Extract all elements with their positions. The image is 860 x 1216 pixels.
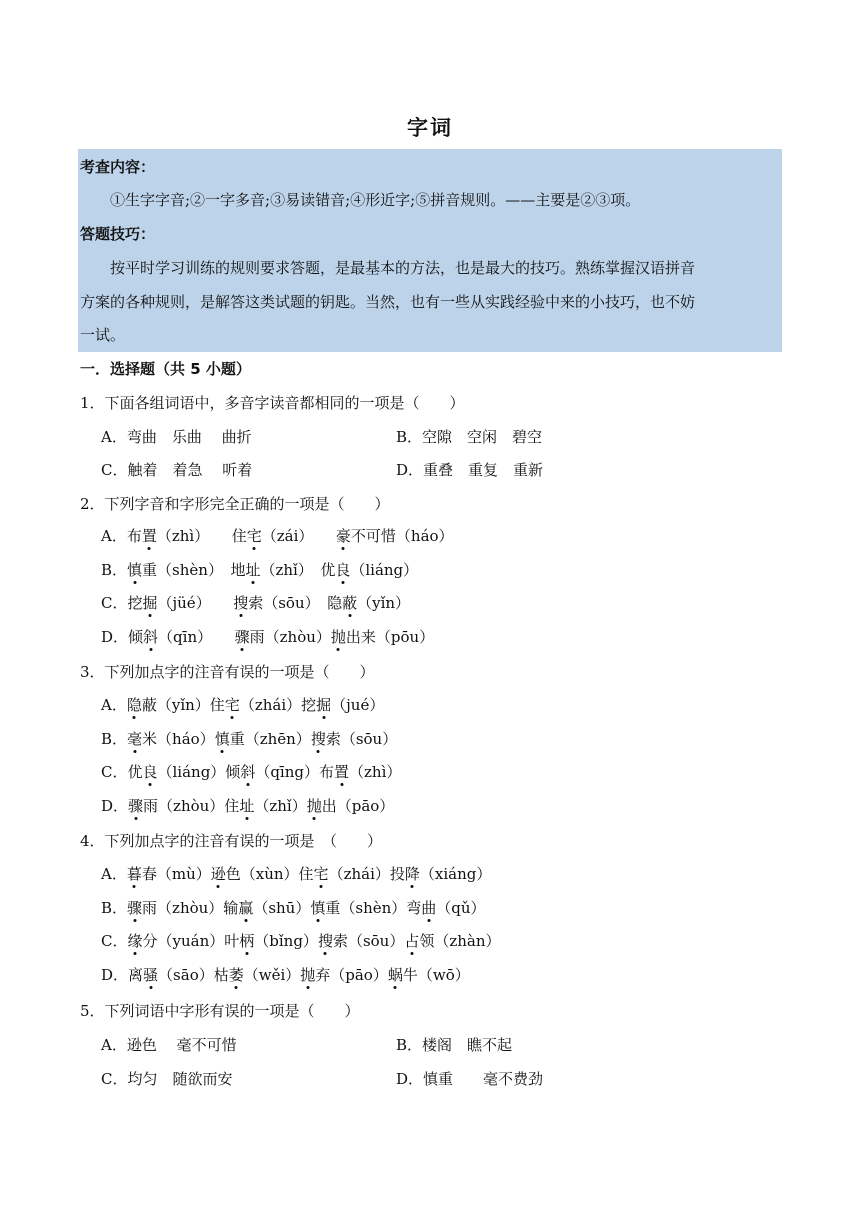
- tips-line-2: 方案的各种规则，是解答这类试题的钥匙。当然，也有一些从实践经验中来的小技巧，也不妨: [80, 293, 696, 311]
- tips-line-1: 按平时学习训练的规则要求答题，是最基本的方法，也是最大的技巧。熟练掌握汉语拼音: [110, 259, 696, 277]
- question-3-option-a: A．隐蔽（yǐn）住宅（zhái）挖掘（jué）: [101, 696, 385, 714]
- question-4-stem: 4．下列加点字的注音有误的一项是 （ ）: [80, 832, 383, 850]
- question-5-option-a: A．逊色 毫不可惜: [101, 1036, 237, 1054]
- question-2-option-d: D．倾斜（qīn） 骤雨（zhòu）抛出来（pōu）: [101, 628, 435, 646]
- question-4-option-b: B．骤雨（zhòu）输赢（shū）慎重（shèn）弯曲（qǔ）: [101, 899, 486, 917]
- section-heading: 一．选择题（共 5 小题）: [80, 360, 251, 378]
- question-2-option-b: B．慎重（shèn） 地址（zhǐ） 优良（liáng）: [101, 561, 419, 579]
- question-1-option-b: B．空隙 空闲 碧空: [396, 428, 543, 446]
- question-1-option-a: A．弯曲 乐曲 曲折: [101, 428, 252, 446]
- question-3-option-d: D．骤雨（zhòu）住址（zhǐ）抛出（pāo）: [101, 797, 395, 815]
- question-4-option-a: A．暮春（mù）逊色（xùn）住宅（zhái）投降（xiáng）: [101, 865, 492, 883]
- exam-content-label: 考查内容：: [80, 158, 156, 176]
- question-4-option-d: D．离骚（sāo）枯萎（wěi）抛弃（pāo）蜗牛（wō）: [101, 966, 470, 984]
- question-1-option-d: D．重叠 重复 重新: [396, 461, 544, 479]
- question-3-option-c: C．优良（liáng）倾斜（qīng）布置（zhì）: [101, 763, 402, 781]
- question-5-stem: 5．下列词语中字形有误的一项是（ ）: [80, 1002, 360, 1020]
- question-1-option-c: C．触着 着急 听着: [101, 461, 253, 479]
- page-title: 字词: [407, 116, 453, 140]
- question-5-option-b: B．楼阁 瞧不起: [396, 1036, 513, 1054]
- tips-line-3: 一试。: [80, 326, 126, 344]
- question-3-stem: 3．下列加点字的注音有误的一项是（ ）: [80, 663, 375, 681]
- question-5-option-d: D．慎重 毫不费劲: [396, 1070, 544, 1088]
- question-4-option-c: C．缘分（yuán）叶柄（bǐng）搜索（sōu）占领（zhàn）: [101, 932, 501, 950]
- info-box: [78, 149, 782, 352]
- tips-label: 答题技巧：: [80, 225, 156, 243]
- exam-content-text: ①生字字音;②一字多音;③易读错音;④形近字;⑤拼音规则。——主要是②③项。: [110, 191, 641, 209]
- question-2-option-a: A．布置（zhì） 住宅（zái） 豪不可惜（háo）: [101, 527, 454, 545]
- question-3-option-b: B．毫米（háo）慎重（zhēn）搜索（sōu）: [101, 730, 398, 748]
- question-5-option-c: C．均匀 随欲而安: [101, 1070, 233, 1088]
- question-1-stem: 1．下面各组词语中，多音字读音都相同的一项是（ ）: [80, 394, 465, 412]
- question-2-stem: 2．下列字音和字形完全正确的一项是（ ）: [80, 495, 390, 513]
- question-2-option-c: C．挖掘（jüé） 搜索（sōu） 隐蔽（yǐn）: [101, 594, 411, 612]
